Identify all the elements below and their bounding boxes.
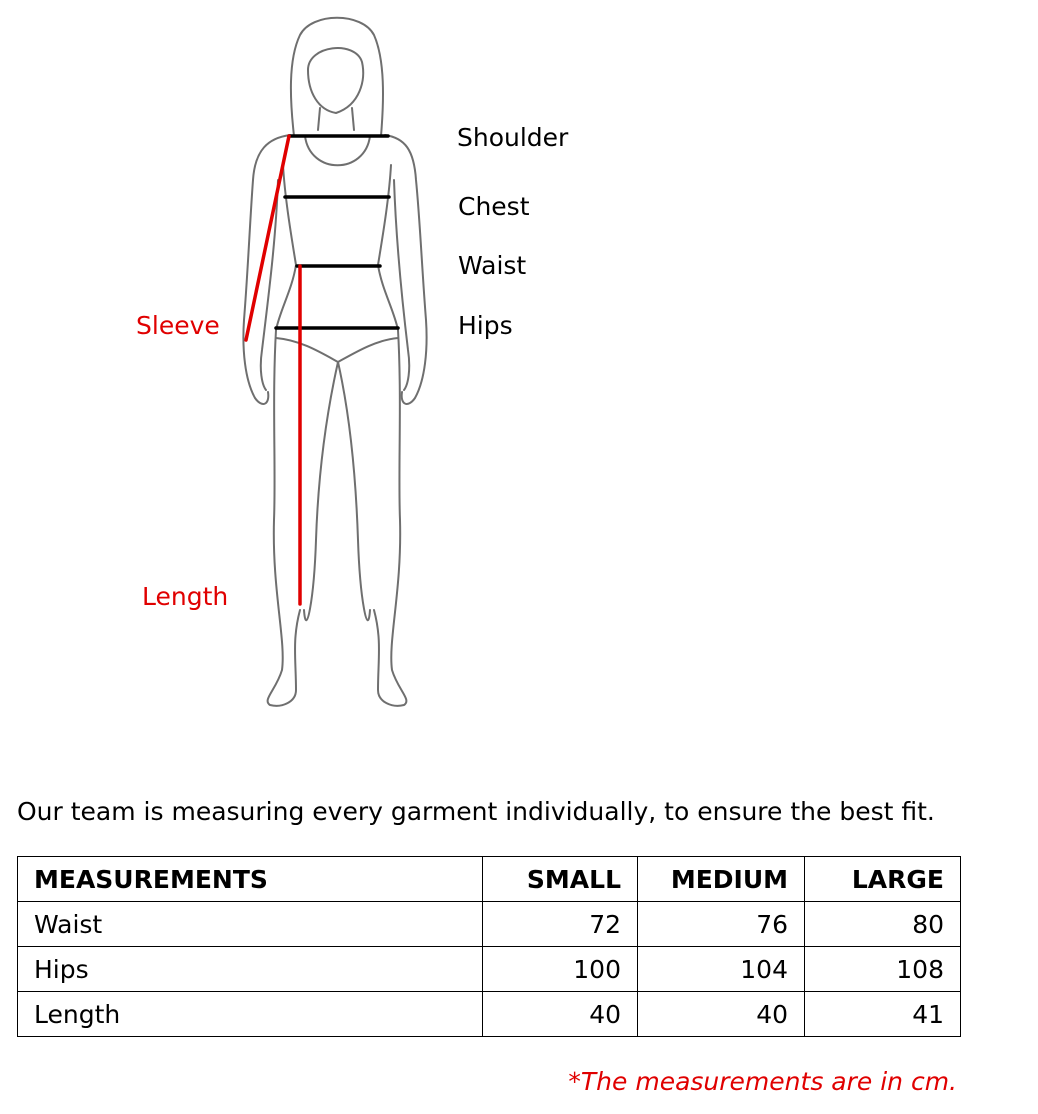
label-chest: Chest [458, 192, 530, 221]
cell-large: 41 [805, 992, 961, 1037]
label-sleeve: Sleeve [136, 311, 220, 340]
cell-medium: 104 [638, 947, 805, 992]
header-small: SMALL [483, 857, 638, 902]
cell-small: 72 [483, 902, 638, 947]
row-name: Hips [18, 947, 483, 992]
label-waist: Waist [458, 251, 527, 280]
label-shoulder: Shoulder [457, 123, 569, 152]
header-medium: MEDIUM [638, 857, 805, 902]
cell-small: 40 [483, 992, 638, 1037]
cell-large: 80 [805, 902, 961, 947]
cell-large: 108 [805, 947, 961, 992]
footnote: *The measurements are in cm. [568, 1067, 957, 1096]
cell-medium: 76 [638, 902, 805, 947]
header-measurements: MEASUREMENTS [18, 857, 483, 902]
cell-small: 100 [483, 947, 638, 992]
table-row [18, 992, 961, 1037]
table-row [18, 947, 961, 992]
table-header-row [18, 857, 961, 902]
cell-medium: 40 [638, 992, 805, 1037]
table-row [18, 902, 961, 947]
row-name: Waist [18, 902, 483, 947]
label-hips: Hips [458, 311, 513, 340]
header-large: LARGE [805, 857, 961, 902]
size-table [17, 856, 961, 1037]
intro-text: Our team is measuring every garment individually, to ensure the best fit. [17, 797, 935, 826]
row-name: Length [18, 992, 483, 1037]
label-length: Length [142, 582, 229, 611]
